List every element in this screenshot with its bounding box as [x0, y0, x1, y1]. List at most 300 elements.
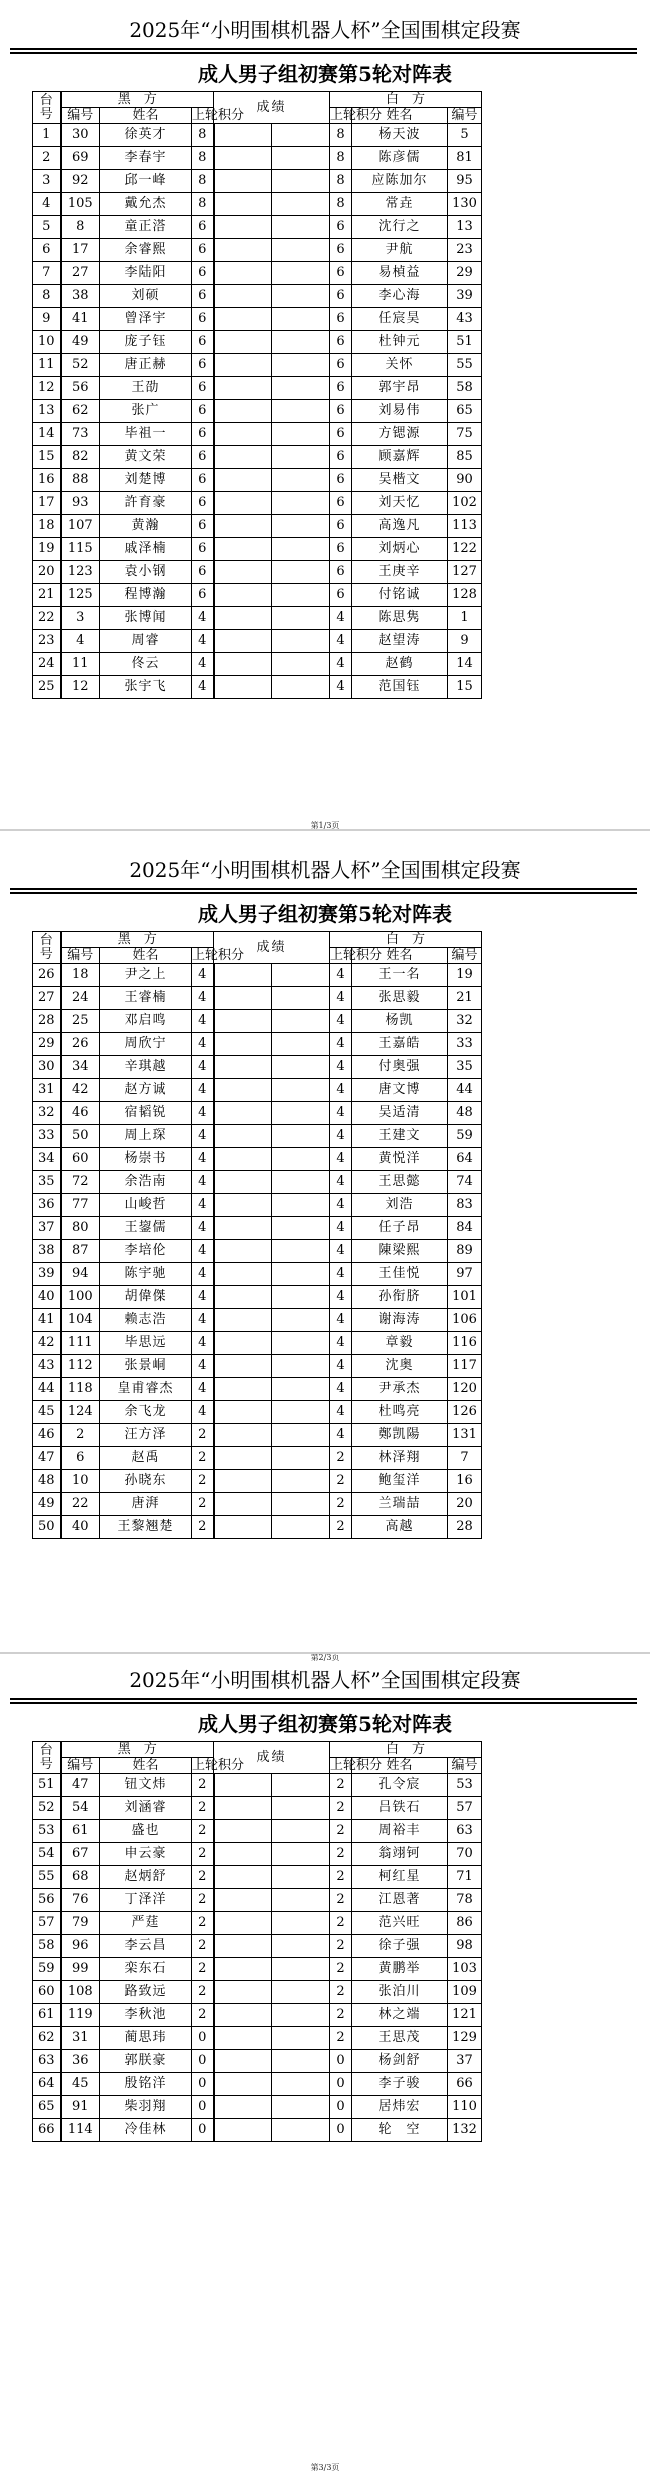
white-prev-score: 4 [330, 1401, 352, 1424]
black-name: 余睿熙 [100, 239, 192, 262]
black-prev-score: 4 [192, 653, 214, 676]
white-name: 轮 空 [352, 2119, 448, 2142]
white-name: 关怀 [352, 354, 448, 377]
white-id: 14 [448, 653, 482, 676]
black-prev-score: 4 [192, 1401, 214, 1424]
white-id: 78 [448, 1889, 482, 1912]
black-name: 路致远 [100, 1981, 192, 2004]
black-prev-score: 2 [192, 1797, 214, 1820]
pairing-row [33, 1102, 608, 1125]
result-cell [214, 1240, 272, 1263]
white-prev-score: 6 [330, 354, 352, 377]
white-prev-score: 6 [330, 377, 352, 400]
black-prev-score: 4 [192, 1171, 214, 1194]
black-id: 61 [61, 1820, 100, 1843]
pairing-row [33, 1935, 608, 1958]
seat-number: 6 [33, 239, 61, 262]
black-name: 杨崇书 [100, 1148, 192, 1171]
white-name: 范国钰 [352, 676, 448, 699]
black-name: 李云昌 [100, 1935, 192, 1958]
seat-number: 30 [33, 1056, 61, 1079]
white-prev-score: 6 [330, 446, 352, 469]
black-name-header: 姓名 [100, 948, 192, 964]
result-cell [272, 2119, 330, 2142]
result-cell [272, 1935, 330, 1958]
white-name: 唐文博 [352, 1079, 448, 1102]
white-name: 刘炳心 [352, 538, 448, 561]
white-id: 28 [448, 1516, 482, 1539]
result-cell [272, 1866, 330, 1889]
white-id: 95 [448, 170, 482, 193]
black-prev-score: 4 [192, 1194, 214, 1217]
white-id: 128 [448, 584, 482, 607]
black-prev-score: 6 [192, 285, 214, 308]
black-prev-score: 4 [192, 1217, 214, 1240]
black-id: 56 [61, 377, 100, 400]
white-name: 江恩著 [352, 1889, 448, 1912]
result-cell [214, 147, 272, 170]
white-id: 23 [448, 239, 482, 262]
white-name: 李子骏 [352, 2073, 448, 2096]
black-id: 18 [61, 964, 100, 987]
result-cell [272, 1194, 330, 1217]
white-prev-score: 2 [330, 1935, 352, 1958]
page-footer: 第2/3页 [310, 1653, 340, 1662]
white-name-header: 姓名 [352, 108, 448, 124]
black-id: 12 [61, 676, 100, 699]
page-divider [0, 829, 650, 831]
result-cell [272, 193, 330, 216]
table-title: 成人男子组初赛第5轮对阵表 [198, 902, 452, 926]
result-cell [272, 1958, 330, 1981]
white-name: 沈奥 [352, 1355, 448, 1378]
seat-number: 57 [33, 1912, 61, 1935]
white-id: 89 [448, 1240, 482, 1263]
black-name: 唐正赫 [100, 354, 192, 377]
black-name: 唐湃 [100, 1493, 192, 1516]
white-prev-score: 2 [330, 1820, 352, 1843]
white-prev-score: 4 [330, 607, 352, 630]
result-cell [272, 987, 330, 1010]
seat-number: 3 [33, 170, 61, 193]
black-prev-score: 4 [192, 1286, 214, 1309]
black-name: 刘硕 [100, 285, 192, 308]
white-id: 16 [448, 1470, 482, 1493]
result-cell [214, 1843, 272, 1866]
black-id: 60 [61, 1148, 100, 1171]
white-name: 任宸昊 [352, 308, 448, 331]
result-cell [214, 1470, 272, 1493]
black-prev-score: 6 [192, 538, 214, 561]
result-cell [214, 285, 272, 308]
result-cell [272, 170, 330, 193]
seat-number: 12 [33, 377, 61, 400]
black-prev-score: 8 [192, 193, 214, 216]
black-name: 严莛 [100, 1912, 192, 1935]
white-prev-score: 4 [330, 987, 352, 1010]
pairing-row [33, 1056, 608, 1079]
black-name: 刘楚博 [100, 469, 192, 492]
black-prev-score: 6 [192, 331, 214, 354]
white-score-header: 上轮积分 [330, 107, 383, 123]
result-cell [272, 1125, 330, 1148]
white-name: 范兴旺 [352, 1912, 448, 1935]
result-cell [272, 1102, 330, 1125]
result-cell [272, 515, 330, 538]
result-cell [272, 308, 330, 331]
pairing-row [33, 354, 608, 377]
white-id: 121 [448, 2004, 482, 2027]
seat-number: 41 [33, 1309, 61, 1332]
result-cell [214, 1079, 272, 1102]
black-id: 31 [61, 2027, 100, 2050]
white-id-header: 编号 [448, 948, 482, 964]
white-prev-score: 4 [330, 964, 352, 987]
pairing-row [33, 1171, 608, 1194]
black-id: 68 [61, 1866, 100, 1889]
white-prev-score: 8 [330, 147, 352, 170]
seat-number: 63 [33, 2050, 61, 2073]
white-prev-score: 4 [330, 1263, 352, 1286]
result-cell [214, 2050, 272, 2073]
seat-number: 31 [33, 1079, 61, 1102]
black-name: 山峻哲 [100, 1194, 192, 1217]
seat-number: 66 [33, 2119, 61, 2142]
result-cell [272, 2027, 330, 2050]
white-id: 117 [448, 1355, 482, 1378]
black-id: 100 [61, 1286, 100, 1309]
result-cell [214, 1820, 272, 1843]
result-cell [272, 1774, 330, 1797]
white-prev-score: 4 [330, 1309, 352, 1332]
pairing-table [32, 931, 608, 1539]
pairing-row [33, 193, 608, 216]
seat-number: 18 [33, 515, 61, 538]
white-id: 29 [448, 262, 482, 285]
result-cell [214, 1194, 272, 1217]
black-id: 8 [61, 216, 100, 239]
seat-number: 28 [33, 1010, 61, 1033]
black-prev-score: 2 [192, 1820, 214, 1843]
seat-number: 49 [33, 1493, 61, 1516]
title-rule [10, 1698, 637, 1700]
pairing-row [33, 653, 608, 676]
seat-number: 17 [33, 492, 61, 515]
white-name: 付奥强 [352, 1056, 448, 1079]
white-name: 鄭凯陽 [352, 1424, 448, 1447]
white-prev-score: 4 [330, 1033, 352, 1056]
pairing-row [33, 1010, 608, 1033]
result-cell [214, 124, 272, 147]
seat-number: 46 [33, 1424, 61, 1447]
black-prev-score: 4 [192, 607, 214, 630]
black-id: 11 [61, 653, 100, 676]
black-prev-score: 4 [192, 1378, 214, 1401]
white-name: 吕铁石 [352, 1797, 448, 1820]
black-prev-score: 0 [192, 2119, 214, 2142]
white-prev-score: 4 [330, 1194, 352, 1217]
pairing-row [33, 1820, 608, 1843]
black-prev-score: 6 [192, 400, 214, 423]
seat-number: 22 [33, 607, 61, 630]
white-name: 赵鹤 [352, 653, 448, 676]
result-cell [214, 1493, 272, 1516]
white-name: 翁翊钶 [352, 1843, 448, 1866]
pairing-row [33, 147, 608, 170]
black-prev-score: 2 [192, 1866, 214, 1889]
white-name: 吴适清 [352, 1102, 448, 1125]
white-name: 高越 [352, 1516, 448, 1539]
black-prev-score: 2 [192, 1958, 214, 1981]
pairing-row [33, 1309, 608, 1332]
black-name: 王黎翘楚 [100, 1516, 192, 1539]
black-name-header: 姓名 [100, 1758, 192, 1774]
black-prev-score: 4 [192, 964, 214, 987]
white-id: 9 [448, 630, 482, 653]
white-score-header: 上轮积分 [330, 1757, 383, 1773]
black-name: 钮文炜 [100, 1774, 192, 1797]
result-cell [272, 354, 330, 377]
pairing-row [33, 1424, 608, 1447]
white-prev-score: 4 [330, 1240, 352, 1263]
result-cell [272, 1217, 330, 1240]
result-cell [272, 400, 330, 423]
title-rule [10, 888, 637, 890]
white-name: 李心海 [352, 285, 448, 308]
black-prev-score: 2 [192, 1889, 214, 1912]
black-id-header: 编号 [61, 108, 100, 124]
black-id: 34 [61, 1056, 100, 1079]
seat-number: 4 [33, 193, 61, 216]
white-id: 65 [448, 400, 482, 423]
white-prev-score: 4 [330, 1332, 352, 1355]
result-cell [272, 2004, 330, 2027]
result-cell [214, 331, 272, 354]
black-name: 盛也 [100, 1820, 192, 1843]
white-name: 柯红星 [352, 1866, 448, 1889]
black-id: 76 [61, 1889, 100, 1912]
white-name: 王嘉皓 [352, 1033, 448, 1056]
white-name: 尹航 [352, 239, 448, 262]
black-name: 佟云 [100, 653, 192, 676]
white-name: 张思毅 [352, 987, 448, 1010]
white-id: 120 [448, 1378, 482, 1401]
black-name: 許育豪 [100, 492, 192, 515]
result-cell [272, 1797, 330, 1820]
white-name: 高逸凡 [352, 515, 448, 538]
pairing-row [33, 1912, 608, 1935]
seat-number: 1 [33, 124, 61, 147]
black-name: 张景峒 [100, 1355, 192, 1378]
seat-header: 台 号 [33, 932, 61, 964]
black-prev-score: 4 [192, 1102, 214, 1125]
result-cell [272, 1309, 330, 1332]
white-prev-score: 4 [330, 1125, 352, 1148]
black-name: 邓启鸣 [100, 1010, 192, 1033]
result-cell [214, 1171, 272, 1194]
seat-number: 62 [33, 2027, 61, 2050]
black-id: 96 [61, 1935, 100, 1958]
pairing-row [33, 1470, 608, 1493]
result-cell [214, 1935, 272, 1958]
white-prev-score: 6 [330, 308, 352, 331]
white-prev-score: 2 [330, 1889, 352, 1912]
black-prev-score: 8 [192, 170, 214, 193]
seat-number: 54 [33, 1843, 61, 1866]
pairing-row [33, 1401, 608, 1424]
white-side-header: 白 方 [330, 932, 482, 948]
pairing-row [33, 2096, 608, 2119]
white-id: 70 [448, 1843, 482, 1866]
pairing-row [33, 285, 608, 308]
black-prev-score: 0 [192, 2027, 214, 2050]
black-name: 王劭 [100, 377, 192, 400]
black-id: 2 [61, 1424, 100, 1447]
pairing-table [32, 91, 608, 699]
result-cell [272, 216, 330, 239]
white-prev-score: 0 [330, 2050, 352, 2073]
black-name: 王睿楠 [100, 987, 192, 1010]
seat-number: 51 [33, 1774, 61, 1797]
black-name: 徐英才 [100, 124, 192, 147]
result-cell [214, 492, 272, 515]
black-prev-score: 4 [192, 1332, 214, 1355]
white-name: 王庚辛 [352, 561, 448, 584]
result-cell [214, 308, 272, 331]
white-id: 84 [448, 1217, 482, 1240]
white-id: 55 [448, 354, 482, 377]
seat-number: 56 [33, 1889, 61, 1912]
result-cell [214, 1797, 272, 1820]
black-prev-score: 0 [192, 2050, 214, 2073]
black-prev-score: 6 [192, 377, 214, 400]
result-cell [214, 676, 272, 699]
pairing-row [33, 561, 608, 584]
white-name: 张泊川 [352, 1981, 448, 2004]
page-2 [0, 840, 650, 1662]
white-prev-score: 4 [330, 1355, 352, 1378]
result-cell [214, 1774, 272, 1797]
black-id: 17 [61, 239, 100, 262]
seat-number: 24 [33, 653, 61, 676]
white-prev-score: 6 [330, 561, 352, 584]
black-id: 107 [61, 515, 100, 538]
black-prev-score: 8 [192, 124, 214, 147]
result-cell [272, 538, 330, 561]
white-id: 48 [448, 1102, 482, 1125]
black-prev-score: 2 [192, 1843, 214, 1866]
white-prev-score: 4 [330, 653, 352, 676]
result-cell [272, 446, 330, 469]
black-prev-score: 4 [192, 1056, 214, 1079]
result-cell [214, 1102, 272, 1125]
black-prev-score: 0 [192, 2073, 214, 2096]
white-prev-score: 6 [330, 584, 352, 607]
white-id: 64 [448, 1148, 482, 1171]
black-score-header: 上轮积分 [192, 947, 245, 963]
white-name: 黄鹏举 [352, 1958, 448, 1981]
title-rule [10, 1702, 637, 1704]
pairing-row [33, 124, 608, 147]
result-cell [272, 331, 330, 354]
result-cell [214, 1217, 272, 1240]
black-id-header: 编号 [61, 948, 100, 964]
result-cell [272, 1401, 330, 1424]
pairing-row [33, 308, 608, 331]
white-id: 51 [448, 331, 482, 354]
white-score-header: 上轮积分 [330, 947, 383, 963]
black-id: 115 [61, 538, 100, 561]
white-id: 20 [448, 1493, 482, 1516]
title-rule [10, 892, 637, 894]
title-rule [10, 52, 637, 54]
result-cell [272, 1056, 330, 1079]
white-prev-score: 2 [330, 1774, 352, 1797]
result-cell [272, 262, 330, 285]
black-prev-score: 6 [192, 584, 214, 607]
white-prev-score: 6 [330, 216, 352, 239]
pairing-row [33, 630, 608, 653]
seat-number: 14 [33, 423, 61, 446]
black-id: 49 [61, 331, 100, 354]
pairing-row [33, 1843, 608, 1866]
black-prev-score: 8 [192, 147, 214, 170]
black-score-header: 上轮积分 [192, 107, 245, 123]
white-prev-score: 2 [330, 1866, 352, 1889]
white-name: 孔令宸 [352, 1774, 448, 1797]
result-cell [272, 1033, 330, 1056]
pairing-row [33, 1378, 608, 1401]
white-prev-score: 6 [330, 239, 352, 262]
black-name: 赖志浩 [100, 1309, 192, 1332]
black-prev-score: 2 [192, 1470, 214, 1493]
white-name-header: 姓名 [352, 1758, 448, 1774]
result-cell [272, 584, 330, 607]
result-cell [272, 1355, 330, 1378]
result-cell [214, 1981, 272, 2004]
result-cell [214, 1309, 272, 1332]
white-name: 杨天波 [352, 124, 448, 147]
black-name: 张博闻 [100, 607, 192, 630]
table-title: 成人男子组初赛第5轮对阵表 [198, 1712, 452, 1736]
white-name: 周裕丰 [352, 1820, 448, 1843]
seat-number: 43 [33, 1355, 61, 1378]
white-prev-score: 4 [330, 1056, 352, 1079]
black-prev-score: 6 [192, 515, 214, 538]
white-id: 131 [448, 1424, 482, 1447]
white-prev-score: 4 [330, 1217, 352, 1240]
result-cell [272, 1912, 330, 1935]
black-id: 88 [61, 469, 100, 492]
pairing-row [33, 1240, 608, 1263]
black-prev-score: 6 [192, 492, 214, 515]
black-name: 柴羽翔 [100, 2096, 192, 2119]
result-cell [214, 423, 272, 446]
pairing-row [33, 676, 608, 699]
seat-number: 39 [33, 1263, 61, 1286]
result-cell [214, 1866, 272, 1889]
black-name: 余浩南 [100, 1171, 192, 1194]
pairing-row [33, 2004, 608, 2027]
seat-number: 9 [33, 308, 61, 331]
black-id: 99 [61, 1958, 100, 1981]
result-cell [272, 1171, 330, 1194]
black-name: 戴允杰 [100, 193, 192, 216]
black-prev-score: 2 [192, 1774, 214, 1797]
pairing-row [33, 1981, 608, 2004]
page-footer: 第1/3页 [310, 821, 340, 830]
pairing-row [33, 1516, 608, 1539]
